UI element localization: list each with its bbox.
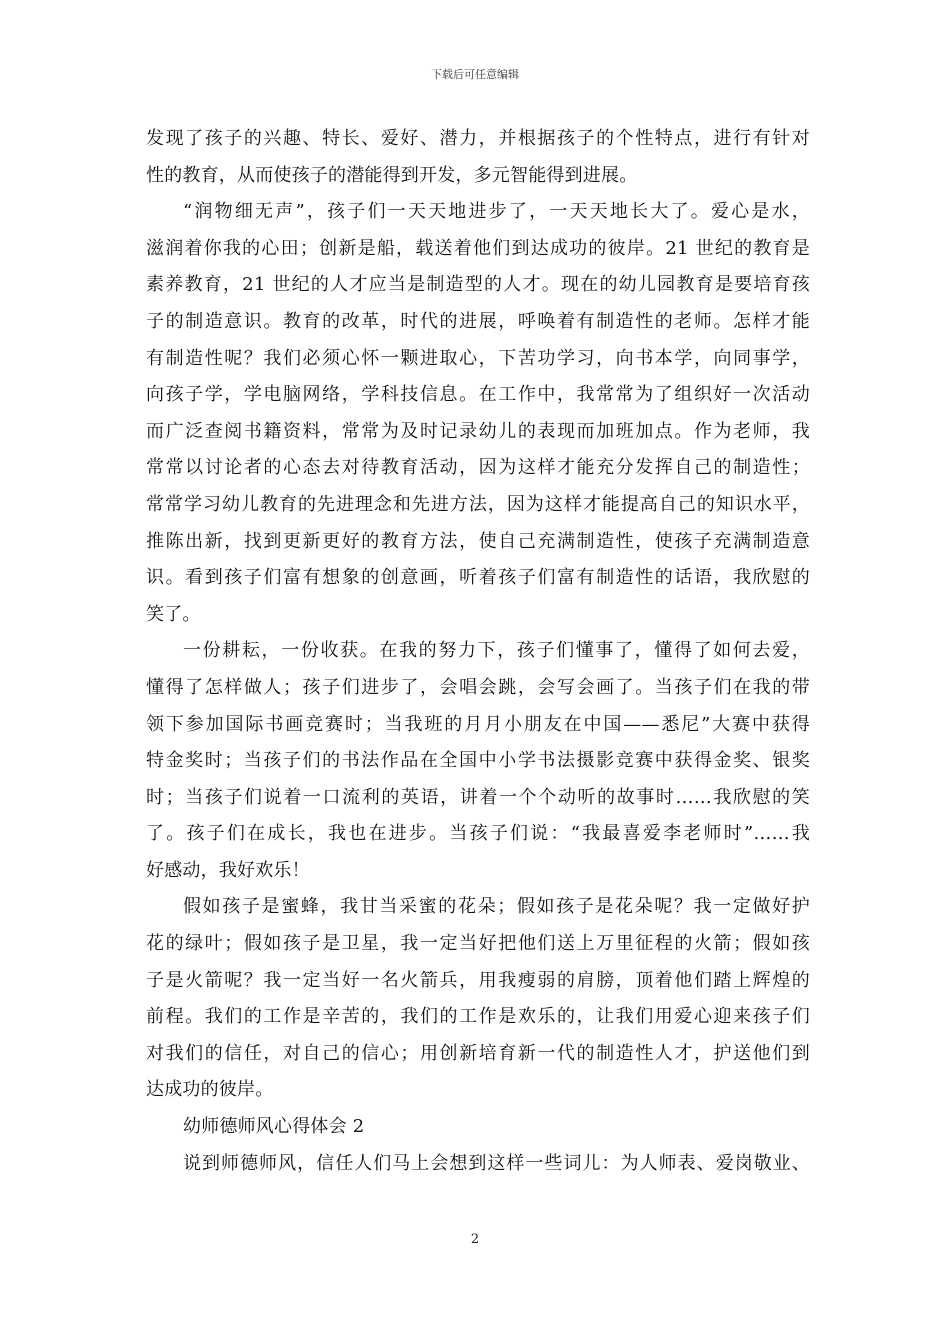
text-line: 特金奖时；当孩子们的书法作品在全国中小学书法摄影竞赛中获得金奖、银奖 [146, 750, 810, 772]
text-line: 常常以讨论者的心态去对待教育活动，因为这样才能充分发挥自己的制造性； [146, 457, 810, 479]
text-line: 子的制造意识。教育的改革，时代的进展，呼唤着有制造性的老师。怎样才能 [146, 310, 810, 332]
text-line: 发现了孩子的兴趣、特长、爱好、潜力，并根据孩子的个性特点，进行有针对 [146, 128, 810, 149]
text-line: 常常学习幼儿教育的先进理念和先进方法，因为这样才能提高自己的知识水平， [146, 493, 810, 515]
text-line: 笑了。 [146, 603, 201, 625]
text-line: “润物细无声”，孩子们一天天地进步了，一天天地长大了。爱心是水， [183, 201, 810, 223]
text-line: 了。孩子们在成长，我也在进步。当孩子们说：“我最喜爱李老师时”……我 [146, 823, 810, 845]
text-line: 假如孩子是蜜蜂，我甘当采蜜的花朵；假如孩子是花朵呢？我一定做好护 [183, 896, 810, 918]
text-line: 好感动，我好欢乐！ [146, 859, 310, 881]
text-line: 说到师德师风，信任人们马上会想到这样一些词儿：为人师表、爱岗敬业、 [183, 1152, 810, 1174]
text-line: 一份耕耘，一份收获。在我的努力下，孩子们懂事了，懂得了如何去爱， [183, 640, 810, 662]
text-line: 时；当孩子们说着一口流利的英语，讲着一个个动听的故事时……我欣慰的笑 [146, 786, 810, 808]
text-line: 素养教育，21 世纪的人才应当是制造型的人才。现在的幼儿园教育是要培育孩 [146, 274, 810, 296]
text-line: 达成功的彼岸。 [146, 1079, 274, 1101]
text-line: 滋润着你我的心田；创新是船，载送着他们到达成功的彼岸。21 世纪的教育是 [146, 237, 810, 259]
text-line: 前程。我们的工作是辛苦的，我们的工作是欢乐的，让我们用爱心迎来孩子们 [146, 1006, 810, 1028]
page-number: 2 [470, 1232, 480, 1247]
document-body [146, 121, 810, 1182]
text-line: 花的绿叶；假如孩子是卫星，我一定当好把他们送上万里征程的火箭；假如孩 [146, 933, 810, 955]
text-line: 推陈出新，找到更新更好的教育方法，使自己充满制造性，使孩子充满制造意 [146, 530, 810, 552]
text-line: 识。看到孩子们富有想象的创意画，听着孩子们富有制造性的话语，我欣慰的 [146, 567, 810, 589]
text-line: 性的教育，从而使孩子的潜能得到开发，多元智能得到进展。 [146, 164, 638, 186]
section-heading: 幼师德师风心得体会 2 [183, 1116, 365, 1138]
page-header: 下载后可任意编辑 [431, 68, 519, 81]
text-line: 对我们的信任，对自己的信心；用创新培育新一代的制造性人才，护送他们到 [146, 1042, 810, 1064]
text-line: 向孩子学，学电脑网络，学科技信息。在工作中，我常常为了组织好一次活动 [146, 384, 810, 406]
text-line: 有制造性呢？我们必须心怀一颗进取心，下苦功学习，向书本学，向同事学， [146, 347, 810, 369]
text-line: 子是火箭呢？我一定当好一名火箭兵，用我瘦弱的肩膀，顶着他们踏上辉煌的 [146, 969, 810, 991]
text-line: 懂得了怎样做人；孩子们进步了，会唱会跳，会写会画了。当孩子们在我的带 [146, 676, 810, 698]
text-line: 领下参加国际书画竞赛时；当我班的月月小朋友在中国——悉尼”大赛中获得 [146, 713, 810, 735]
text-line: 而广泛查阅书籍资料，常常为及时记录幼儿的表现而加班加点。作为老师，我 [146, 420, 810, 442]
